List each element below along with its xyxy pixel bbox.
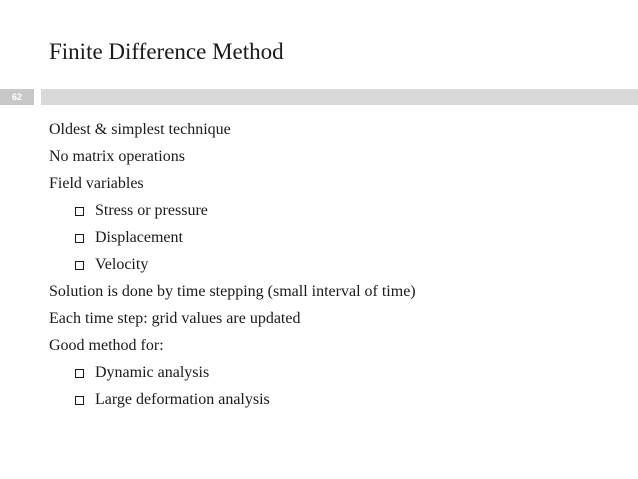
sub-bullet-text: Velocity <box>95 256 149 273</box>
bullet-item: Field variables <box>49 175 144 192</box>
sub-bullet-text: Stress or pressure <box>95 202 208 219</box>
sub-bullet-item <box>75 359 629 386</box>
checkbox-bullet-icon <box>75 396 84 405</box>
sub-bullet-item <box>75 251 629 278</box>
checkbox-bullet-icon <box>75 261 84 270</box>
sub-bullet-text: Displacement <box>95 229 183 246</box>
sub-bullet-item <box>75 386 629 413</box>
sub-bullet-item <box>75 224 629 251</box>
header-divider <box>0 89 638 105</box>
sub-list-container <box>49 359 629 413</box>
sub-bullet-text: Dynamic analysis <box>95 364 210 381</box>
sub-list-container <box>49 197 629 278</box>
checkbox-bullet-icon <box>75 207 84 216</box>
good-method-list <box>49 359 629 413</box>
bullet-item: Solution is done by time stepping (small interval of time) <box>49 283 416 300</box>
bullet-item: No matrix operations <box>49 148 185 165</box>
checkbox-bullet-icon <box>75 234 84 243</box>
sub-bullet-item <box>75 197 629 224</box>
checkbox-bullet-icon <box>75 369 84 378</box>
page-number-badge: 62 <box>0 89 34 105</box>
bullet-item: Oldest & simplest technique <box>49 121 231 138</box>
bullet-list <box>49 116 629 413</box>
bullet-item: Each time step: grid values are updated <box>49 310 301 327</box>
field-variables-list <box>49 197 629 278</box>
bullet-item: Good method for: <box>49 337 164 354</box>
sub-bullet-text: Large deformation analysis <box>95 391 270 408</box>
divider-bar <box>41 89 638 105</box>
slide-title: Finite Difference Method <box>49 39 284 64</box>
